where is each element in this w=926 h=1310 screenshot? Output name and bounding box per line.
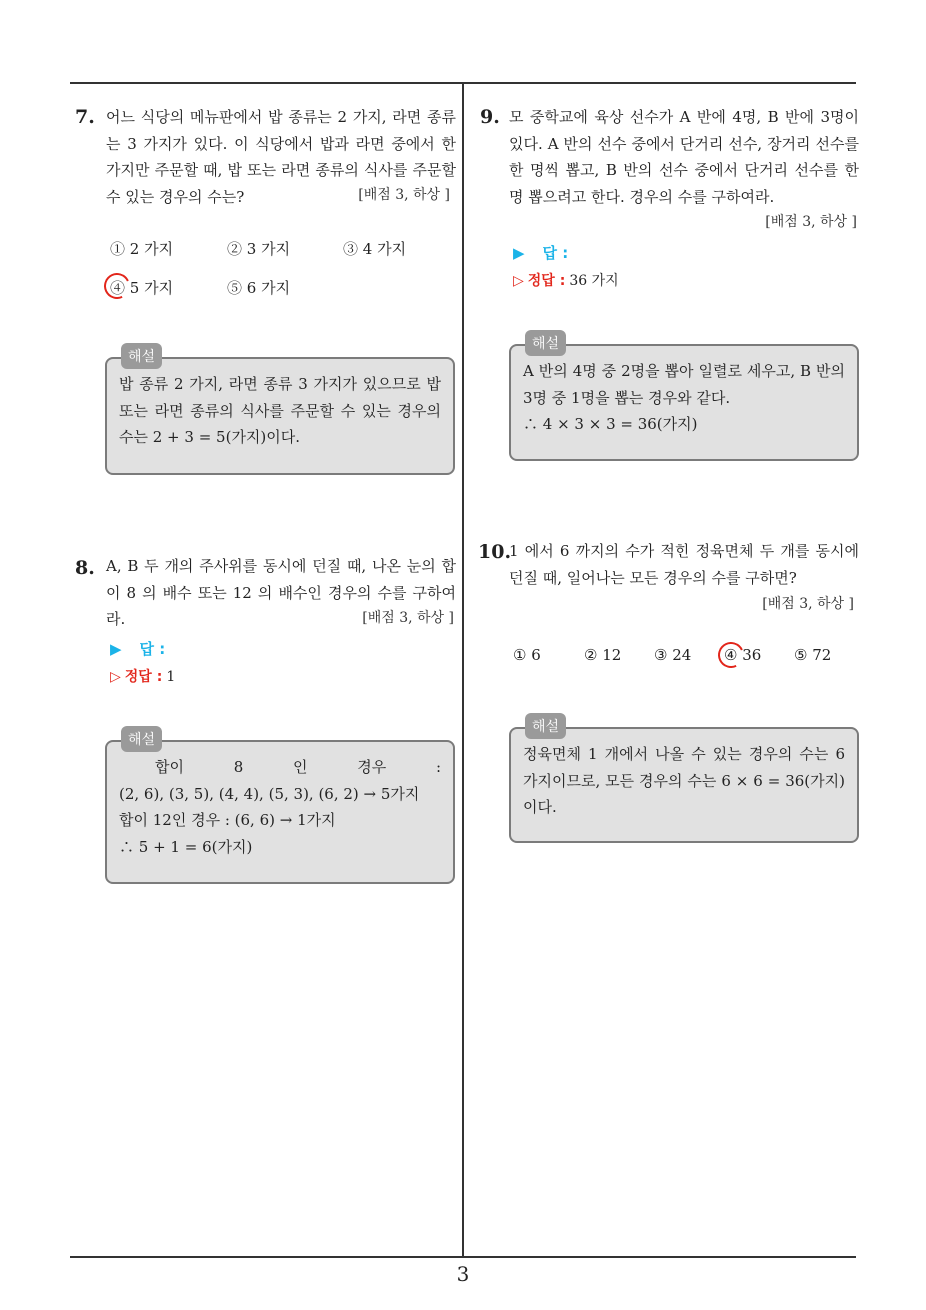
choice-4[interactable]: ④ 36	[724, 646, 762, 664]
score-label: [배점 3, 하상 ]	[762, 596, 854, 612]
explanation-text: 밥 종류 2 가지, 라면 종류 3 가지가 있으므로 밥 또는 라면 종류의 식사를 주문할 수 있는 경우의 수는 2 + 3 = 5(가지)이다.	[119, 375, 441, 446]
question-text: 어느 식당의 메뉴판에서 밥 종류는 2 가지, 라면 종류는 3 가지가 있다. 이 식당에서 밥과 라면 중에서 한 가지만 주문할 때, 밥 또는 라면 종류의 식사를 주문할 수 있는 경우의 수는?	[106, 108, 456, 206]
page-number: 3	[456, 1262, 470, 1286]
explanation-box	[509, 719, 859, 843]
correct-answer: ▷ 정답 : 1	[110, 669, 176, 685]
choice-5[interactable]: ⑤ 72	[794, 646, 832, 664]
explanation-line: ∴ 4 × 3 × 3 = 36(가지)	[523, 415, 698, 433]
explanation-tab: 해설	[525, 713, 566, 739]
answer-label: ▶ 답 :	[513, 244, 569, 262]
question-number: 9.	[480, 106, 500, 128]
choice-5[interactable]: ⑤ 6 가지	[227, 279, 291, 297]
explanation-tab: 해설	[525, 330, 566, 356]
question-text: A, B 두 개의 주사위를 동시에 던질 때, 나온 눈의 합이 8 의 배수 또는 12 의 배수인 경우의 수를 구하여라.	[106, 557, 456, 628]
explanation-box	[509, 336, 859, 461]
question-text: 1 에서 6 까지의 수가 적힌 정육면체 두 개를 동시에 던질 때, 일어나는 모든 경우의 수를 구하면?	[509, 542, 859, 587]
score-label: [배점 3, 하상 ]	[765, 214, 857, 230]
correct-value: 1	[166, 669, 176, 685]
play-triangle-icon: ▶	[110, 640, 122, 658]
answer-label: ▶ 답 :	[110, 640, 166, 658]
score-label: [배점 3, 하상 ]	[358, 187, 450, 203]
choice-3[interactable]: ③ 4 가지	[343, 240, 407, 258]
choice-2[interactable]: ② 3 가지	[227, 240, 291, 258]
explanation-tab: 해설	[121, 343, 162, 369]
explanation-line: ∴ 5 + 1 = 6(가지)	[119, 837, 253, 856]
correct-answer: ▷ 정답 : 36 가지	[513, 273, 619, 289]
question-number: 10.	[478, 541, 512, 563]
explanation-line: 합이 12인 경우 : (6, 6) → 1가지	[119, 811, 336, 829]
explanation-box	[105, 732, 455, 884]
explanation-line: (2, 6), (3, 5), (4, 4), (5, 3), (6, 2) → 5가지	[119, 784, 420, 803]
play-triangle-icon: ▶	[513, 244, 525, 262]
triangle-outline-icon: ▷	[110, 669, 121, 685]
correct-value: 36 가지	[569, 273, 619, 289]
bottom-rule	[70, 1256, 856, 1258]
choice-3[interactable]: ③ 24	[654, 646, 692, 664]
question-text: 모 중학교에 육상 선수가 A 반에 4명, B 반에 3명이 있다. A 반의 선수 중에서 단거리 선수, 장거리 선수를 한 명씩 뽑고, B 반의 선수 중에서 단거리 선수를 한 명 뽑으려고 한다. 경우의 수를 구하여라.	[509, 108, 859, 206]
explanation-text: 정육면체 1 개에서 나올 수 있는 경우의 수는 6 가지이므로, 모든 경우의 수는 6 × 6 = 36(가지)이다.	[523, 745, 845, 816]
choice-1[interactable]: ① 6	[513, 646, 541, 664]
question-number: 8.	[75, 557, 95, 579]
column-divider	[462, 83, 464, 1258]
choice-1[interactable]: ① 2 가지	[110, 240, 174, 258]
selected-circle-mark	[714, 638, 747, 671]
choice-2[interactable]: ② 12	[584, 646, 622, 664]
explanation-line: 합이 8 인 경우 :	[155, 758, 441, 776]
score-label: [배점 3, 하상 ]	[362, 610, 454, 626]
triangle-outline-icon: ▷	[513, 273, 524, 289]
explanation-line: A 반의 4명 중 2명을 뽑아 일렬로 세우고, B 반의 3명 중 1명을 뽑는 경우와 같다.	[523, 362, 845, 407]
choice-4[interactable]: ④ 5 가지	[110, 279, 174, 297]
explanation-tab: 해설	[121, 726, 162, 752]
explanation-box	[105, 349, 455, 475]
question-number: 7.	[75, 106, 95, 128]
